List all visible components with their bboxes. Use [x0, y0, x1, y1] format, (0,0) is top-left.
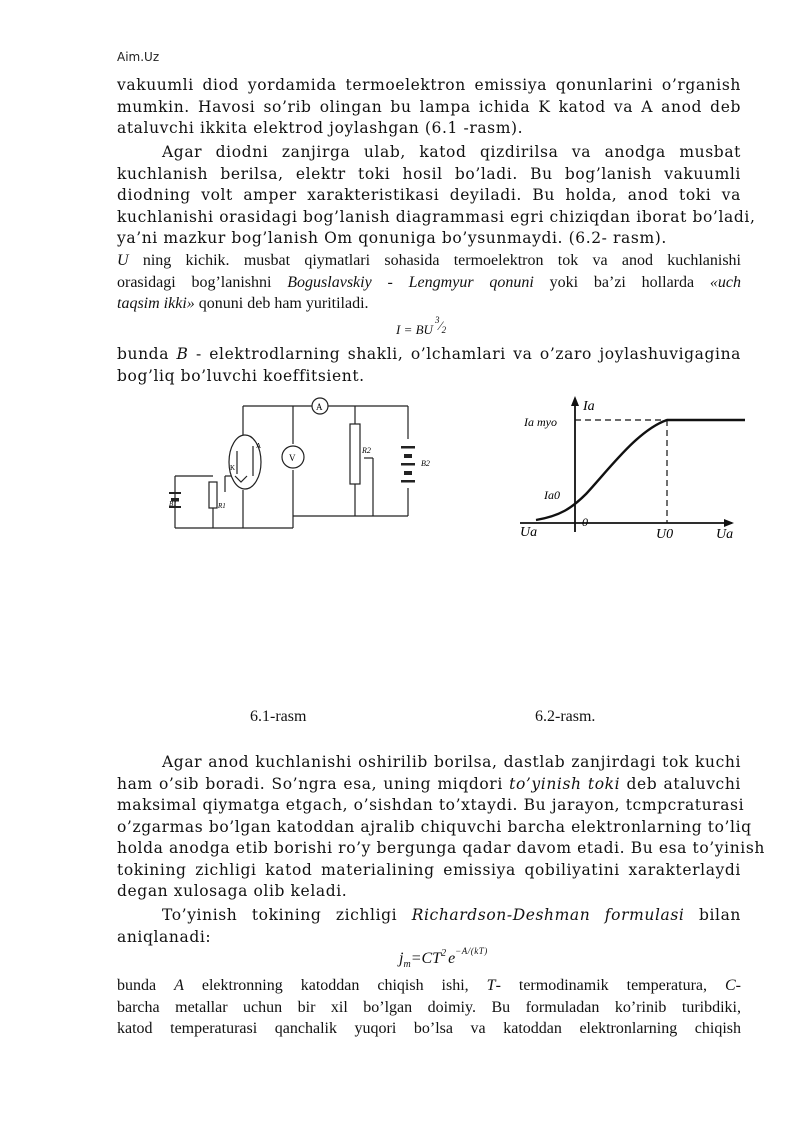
text-line: barcha metallar uchun bir xil bo’lgan doimiy. Bu formuladan ko’rinib turibdiki,	[117, 998, 741, 1016]
formula-text: =CT	[410, 950, 442, 967]
symbol-a: A	[174, 977, 184, 994]
text-span: elektronning katoddan chiqish ishi,	[183, 977, 487, 994]
formula-text: j	[399, 950, 404, 967]
text-span: To’yinish tokining zichligi	[162, 906, 412, 924]
text-span: orasidagi bog’lanishni	[117, 273, 288, 291]
formula-boguslavskiy	[396, 315, 447, 338]
text-line	[117, 905, 741, 927]
y-axis-label: Ia	[583, 399, 595, 414]
symbol-t: T	[486, 977, 496, 994]
formula-richardson	[399, 946, 488, 970]
formula-name: Richardson-Deshman formulasi	[411, 906, 685, 924]
formula-text: I = BU	[396, 322, 433, 337]
anode-label: A	[256, 442, 262, 450]
text-line: bog’liq bo’luvchi koeffitsient.	[117, 366, 365, 385]
text-span: -	[735, 977, 741, 994]
text-line: Agar diodni zanjirga ulab, katod qizdirilsa va anodga musbat	[162, 143, 741, 161]
paragraph-3	[117, 250, 741, 315]
text-line: ya’ni mazkur bog’lanish Om qonuniga bo’ysunmaydi. (6.2- rasm).	[117, 229, 667, 247]
symbol-c: C	[725, 977, 736, 994]
voltmeter-label: V	[289, 453, 296, 463]
formula-subscript: m	[403, 959, 411, 970]
text-line: tokining zichligi katod materialining emissiya qobiliyatini xarakterlaydi	[117, 860, 741, 879]
formula-text: e	[448, 950, 456, 967]
text-line: mumkin. Havosi so’rib olingan bu lampa ichida K katod va A anod deb	[117, 97, 741, 116]
text-span: ning kichik. musbat qiymatlari sohasida termoelektron tok va anod kuchlanishi	[128, 252, 741, 269]
origin-label: 0	[582, 515, 588, 529]
formula-exponent-num: 3	[434, 315, 440, 325]
text-line: katod temperaturasi qanchalik yuqori bo’lsa va katoddan elektronlarning chiqish	[117, 1020, 741, 1037]
text-span: - elektrodlarning shakli, o’lchamlari va o’zaro joylashuvigagina	[188, 345, 741, 363]
text-span: bunda	[117, 345, 177, 363]
text-line: degan xulosaga olib keladi.	[117, 882, 348, 900]
term-emphasis: to’yinish toki	[509, 774, 621, 793]
figure-caption: 6.1-rasm	[250, 708, 307, 725]
formula-exponent-den: 2	[441, 325, 447, 335]
formula-superscript: 2	[441, 948, 447, 959]
y-axis-arrow	[571, 396, 579, 406]
text-line	[117, 293, 741, 315]
text-span: yoki ba’zi hollarda	[533, 273, 710, 291]
text-span: qonuni deb ham yuritiladi.	[194, 295, 369, 312]
law-name: Boguslavskiy - Lengmyur qonuni	[287, 273, 534, 291]
site-header: Aim.Uz	[117, 50, 160, 64]
symbol-b: B	[176, 345, 189, 363]
text-line	[117, 250, 741, 272]
i0-label: Ia0	[544, 488, 560, 502]
ammeter-label: A	[316, 402, 323, 412]
figure-caption: 6.2-rasm.	[535, 708, 596, 725]
text-line: o’zgarmas bo’lgan katoddan ajralib chiquvchi barcha elektronlarning to’liq	[117, 817, 752, 836]
paragraph-7	[117, 975, 741, 1040]
va-characteristic-graph	[520, 396, 745, 541]
va-curve	[536, 420, 745, 520]
text-line: kuchlanishi orasidagi bog’lanish diagrammasi egri chiziqdan iborat bo’ladi,	[117, 207, 756, 226]
fraction-slash: ⁄	[439, 318, 442, 333]
paragraph-2	[117, 142, 756, 250]
circuit-diagram	[165, 396, 440, 548]
text-line: holda anodga etib borishi ro’y bergunga qadar davom etadi. Bu esa to’yinish	[117, 839, 766, 857]
text-span: bilan	[684, 906, 742, 924]
text-span: deb ataluvchi	[620, 774, 741, 793]
text-line: vakuumli diod yordamida termoelektron emissiya qonunlarini o’rganish	[117, 76, 741, 94]
saturation-label: Ia myo	[524, 415, 557, 429]
text-line: Agar anod kuchlanishi oshirilib borilsa, dastlab zanjirdagi tok kuchi	[162, 753, 741, 771]
text-line: maksimal qiymatga etgach, o’sishdan to’xtaydi. Bu jarayon, tcmpcraturasi	[117, 796, 745, 814]
battery-plate	[401, 446, 415, 449]
text-line: ataluvchi ikkita elektrod joylashgan (6.1 -rasm).	[117, 119, 524, 137]
u0-label: U0	[656, 527, 674, 541]
rheostat-label: R1	[218, 502, 226, 510]
cathode-label: K	[230, 464, 236, 472]
x-axis-label: Ua	[716, 527, 734, 541]
battery-label: B2	[421, 459, 430, 468]
text-line: diodning volt amper xarakteristikasi deyiladi. Bu holda, anod toki va	[117, 186, 741, 204]
rheostat-label: R2	[362, 446, 371, 455]
text-line: kuchlanish berilsa, elektr toki hosil bo’ladi. Bu bog’lanish vakuumli	[117, 164, 741, 183]
text-span: «uch	[709, 273, 742, 291]
symbol-u: U	[117, 252, 129, 269]
x-neg-label: Ua	[520, 525, 538, 540]
paragraph-1	[117, 75, 741, 140]
text-line	[117, 975, 741, 997]
paragraph-4	[117, 344, 741, 387]
text-span: bunda	[117, 977, 175, 994]
battery-label: B1	[169, 500, 177, 508]
text-line	[117, 774, 741, 796]
x-axis-arrow	[724, 519, 734, 527]
text-span: - termodinamik temperatura,	[495, 977, 725, 994]
formula-superscript: −A/(kT)	[455, 946, 488, 956]
text-line: aniqlanadi:	[117, 927, 212, 946]
text-span: taqsim ikki»	[117, 295, 195, 312]
text-span: ham o’sib boradi. So’ngra esa, uning miqdori	[117, 774, 510, 793]
paragraph-6	[117, 905, 741, 948]
paragraph-5	[117, 752, 766, 903]
text-line	[117, 272, 741, 294]
text-line	[117, 344, 741, 366]
